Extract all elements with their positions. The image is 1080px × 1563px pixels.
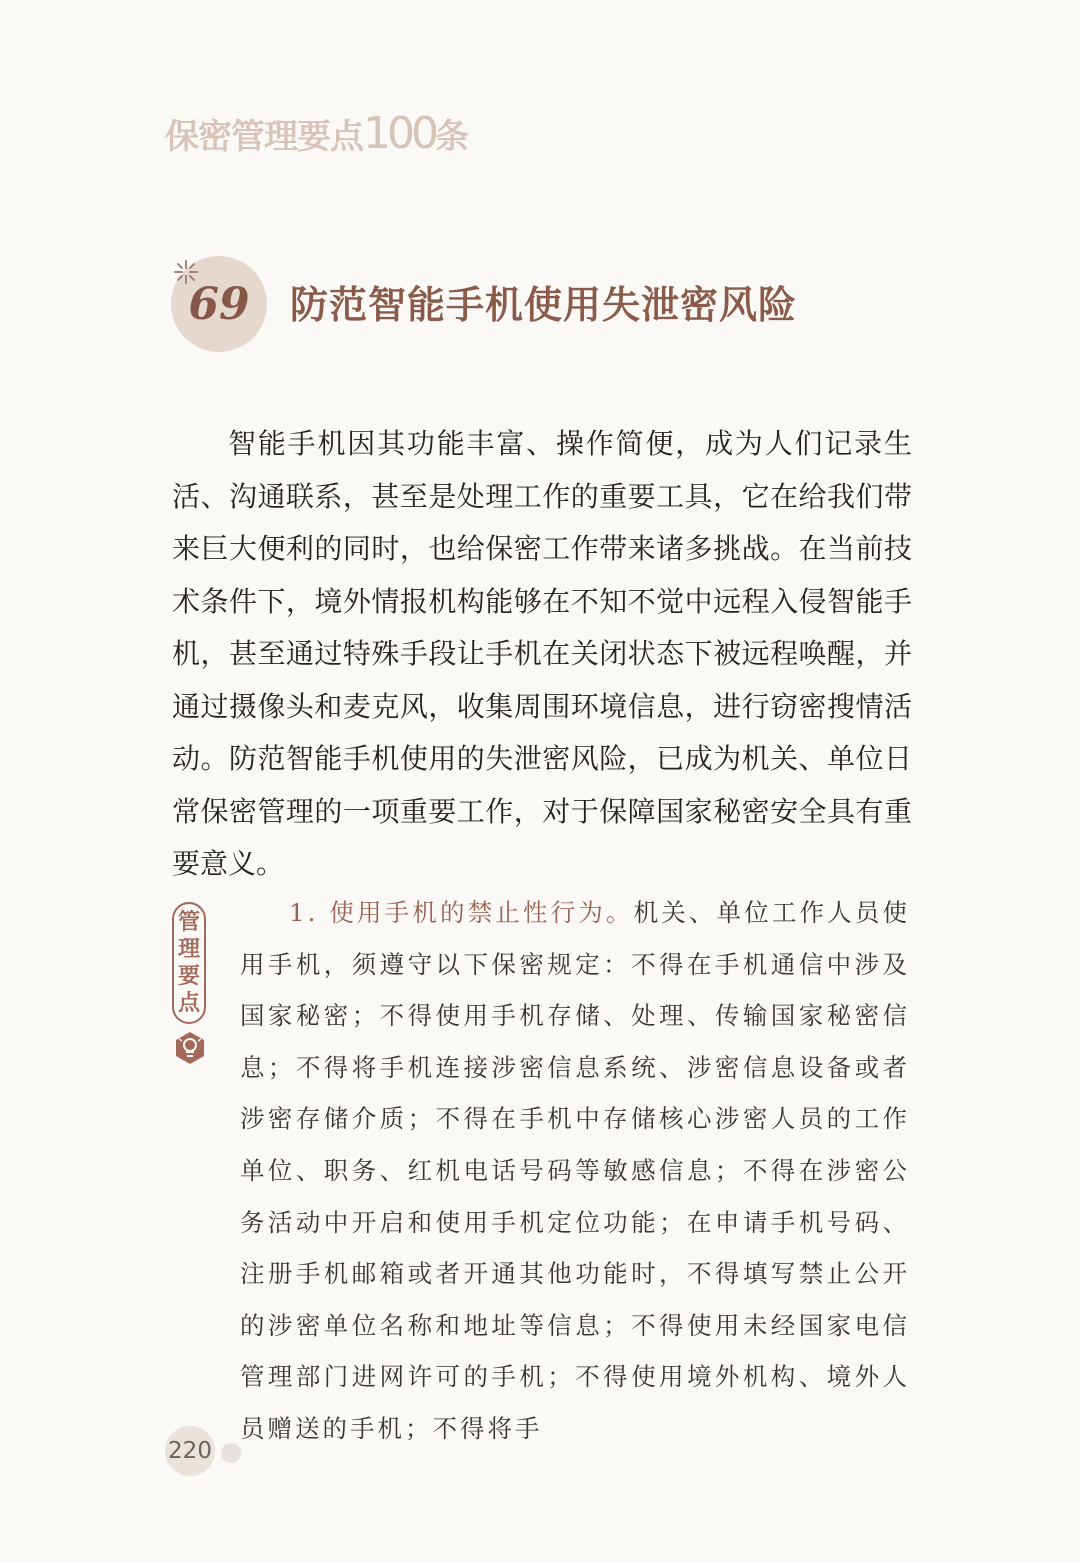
- hexagon-lightbulb-icon: [173, 1030, 207, 1066]
- tag-char: 管: [177, 910, 200, 935]
- book-title-suffix: 条: [434, 117, 468, 157]
- book-title: [165, 108, 468, 159]
- tag-char: 点: [177, 991, 200, 1016]
- page-number: 220: [168, 1438, 212, 1464]
- book-title-prefix: 保密管理要点: [165, 117, 363, 157]
- book-title-number: 100: [363, 108, 435, 159]
- intro-paragraph: 智能手机因其功能丰富、操作简便，成为人们记录生活、沟通联系，甚至是处理工作的重要工具，它在给我们带来巨大便利的同时，也给保密工作带来诸多挑战。在当前技术条件下，境外情报机构能够在不知不觉中远程入侵智能手机，甚至通过特殊手段让手机在关闭状态下被远程唤醒，并通过摄像头和麦克风，收集周围环境信息，进行窃密搜情活动。防范智能手机使用的失泄密风险，已成为机关、单位日常保密管理的一项重要工作，对于保障国家秘密安全具有重要意义。: [172, 427, 912, 880]
- page-dot: [221, 1443, 241, 1463]
- tag-char: 理: [177, 937, 200, 962]
- tag-char: 要: [177, 964, 200, 989]
- rule-heading: 1. 使用手机的禁止性行为。: [289, 898, 634, 927]
- chapter-title: 防范智能手机使用失泄密风险: [290, 283, 798, 327]
- rule-paragraph: [240, 887, 910, 1455]
- rule-body: 机关、单位工作人员使用手机，须遵守以下保密规定：不得在手机通信中涉及国家秘密；不得使用手机存储、处理、传输国家秘密信息；不得将手机连接涉密信息系统、涉密信息设备或者涉密存储介质；不得在手机中存储核心涉密人员的工作单位、职务、红机电话号码等敏感信息；不得在涉密公务活动中开启和使用手机定位功能；在申请手机号码、注册手机邮箱或者开通其他功能时，不得填写禁止公开的涉密单位名称和地址等信息；不得使用未经国家电信管理部门进网许可的手机；不得使用境外机构、境外人员赠送的手机；不得将手: [240, 898, 911, 1443]
- chapter-number: 69: [188, 278, 250, 330]
- management-points-tag: [172, 902, 206, 1024]
